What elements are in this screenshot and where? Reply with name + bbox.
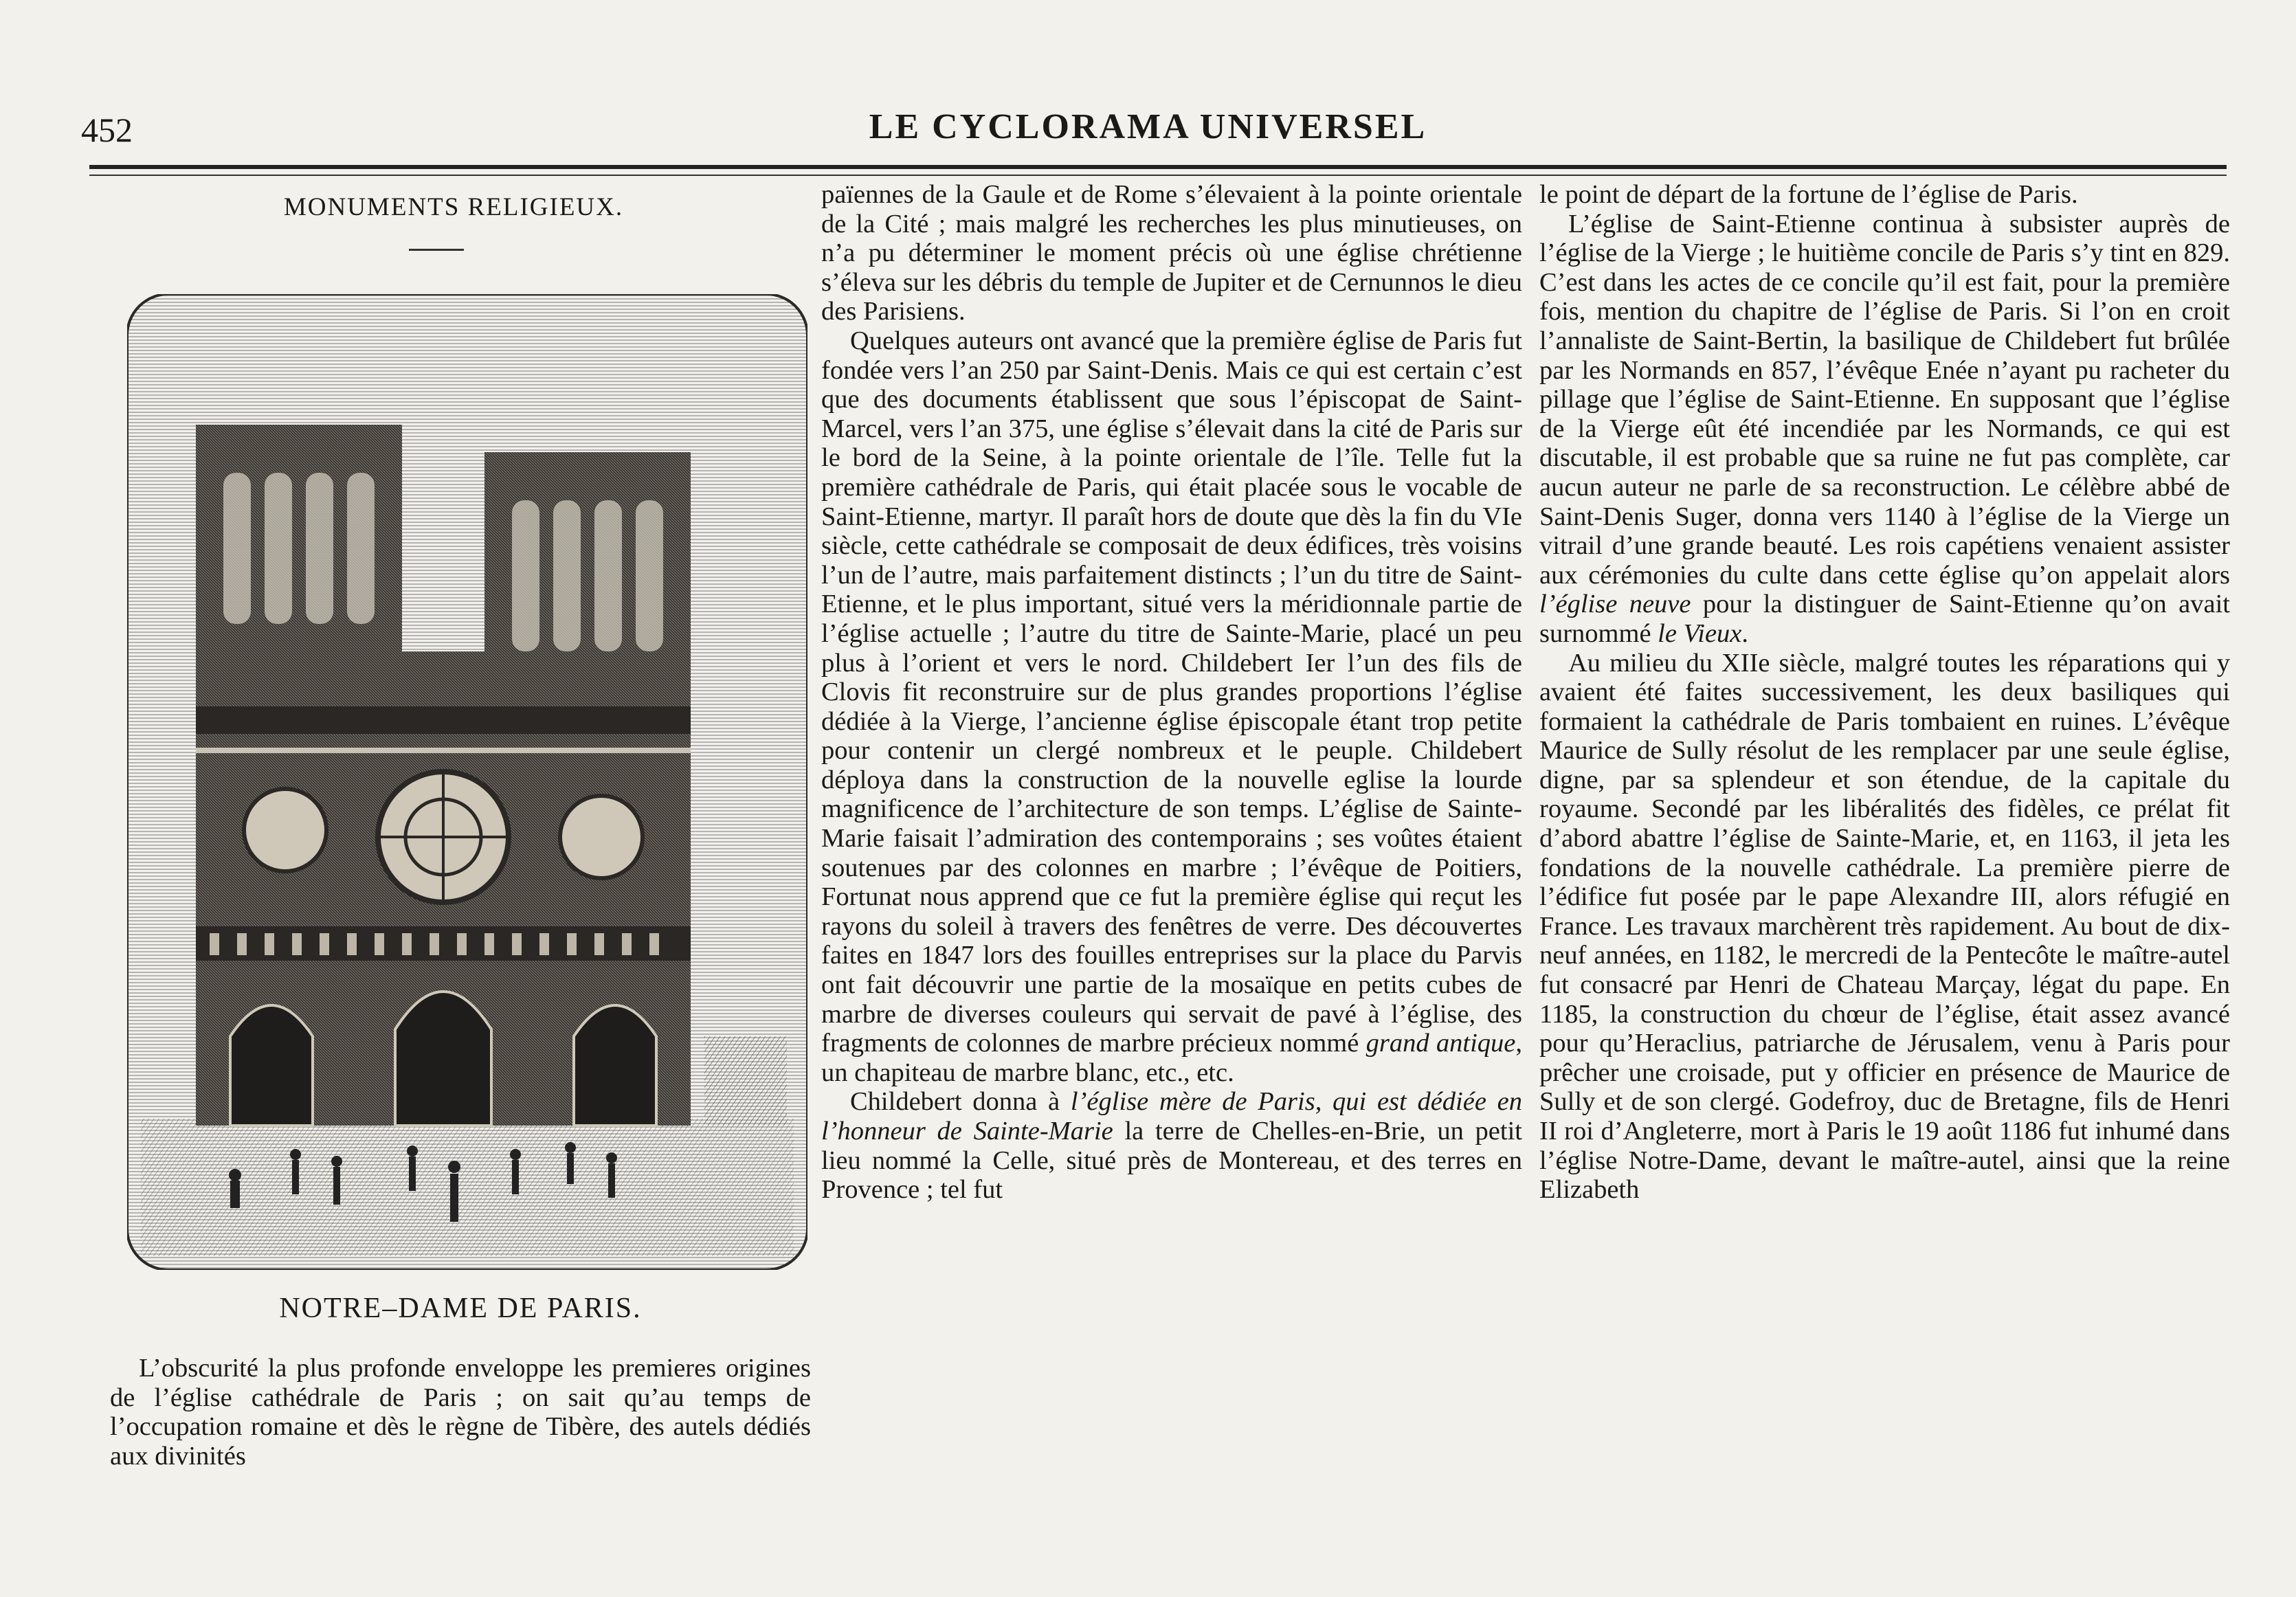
section-divider bbox=[409, 249, 464, 251]
illustration-caption: NOTRE–DAME DE PARIS. bbox=[279, 1293, 642, 1324]
paragraph: païennes de la Gaule et de Rome s’élevaient à la pointe orientale de la Cité ; mais malgré les recherches les plus minutieuses, on n’a pu déterminer le moment précis où une église chrétienne s’éleva sur les débris du temple de Jupiter et de Cernunnos le dieu des Parisiens. bbox=[821, 180, 1522, 326]
paragraph bbox=[821, 1087, 1522, 1204]
notre-dame-engraving bbox=[127, 294, 807, 1270]
paragraph-text: pour la distinguer de Saint-Etienne qu’on avait surnommé bbox=[1539, 590, 2230, 648]
header-rule-thick bbox=[89, 165, 2227, 169]
paragraph bbox=[1539, 210, 2230, 649]
paragraph: Au milieu du XIIe siècle, malgré toutes les réparations qui y avaient été faites successivement, les deux basiliques qui formaient la cathédrale de Paris tombaient en ruines. L’évêque Maurice de Sully résolut de les remplacer par une seule église, digne, par sa splendeur et son étendue, de la capitale du royaume. Secondé par les libéralités des fidèles, ce prélat fit d’abord abattre l’église de Sainte-Marie, et, en 1163, il jeta les fondations de la nouvelle cathédrale. La première pierre de l’édifice fut posée par le pape Alexandre III, alors réfugié en France. Les travaux marchèrent très rapidement. Au bout de dix-neuf années, en 1182, le mercredi de la Pentecôte le maître-autel fut consacré par Henri de Chateau Marçay, légat du pape. En 1185, la construction du chœur de l’église, était assez avancé pour qu’Heraclius, patriarche de Jérusalem, venu à Paris pour prêcher une croisade, put y officier en présence de Maurice de Sully et de son clergé. Godefroy, duc de Bretagne, fils de Henri II roi d’Angleterre, mort à Paris le 19 août 1186 fut inhumé dans l’église Notre-Dame, devant le maître-autel, ainsi que la reine Elizabeth bbox=[1539, 648, 2230, 1205]
italic-text: l’église neuve bbox=[1539, 590, 1691, 619]
section-heading: MONUMENTS RELIGIEUX. bbox=[283, 193, 624, 221]
paragraph-text: L’église de Saint-Etienne continua à subsister auprès de l’église de la Vierge ; le huitième concile de Paris s’y tint en 829. C’est dans les actes de ce concile qu’il est fait, pour la première fois, mention du chapitre de l’église de Paris. Si l’on en croit l’annaliste de Saint-Bertin, la basilique de Childebert fut brûlée par les Normands en 857, l’évêque Enée n’ayant pu racheter du pillage que l’église de Saint-Etienne. En supposant que l’église de la Vierge eût été incendiée par les Normands, ce qui est discutable, il est probable que sa ruine ne fut pas complète, car aucun auteur ne parle de sa reconstruction. Le célèbre abbé de Saint-Denis Suger, donna vers 1140 à l’église de la Vierge un vitrail d’une grande beauté. Les rois capétiens venaient assister aux cérémonies du culte dans cette église qu’on appelait alors bbox=[1539, 209, 2230, 590]
paragraph: le point de départ de la fortune de l’église de Paris. bbox=[1539, 180, 2078, 209]
paragraph-text: . bbox=[1741, 618, 1748, 648]
paragraph-text: la terre de Chelles-en-Brie, un petit lieu nommé la Celle, situé près de Montereau, et des terres en Provence ; tel fut bbox=[821, 1117, 1522, 1205]
right-column-text bbox=[1539, 180, 2230, 1205]
paragraph: L’obscurité la plus profonde enveloppe les premieres origines de l’église cathédrale de Paris ; on sait qu’au temps de l’occupation romaine et dès le règne de Tibère, des autels dédiés aux divinités bbox=[110, 1354, 811, 1471]
italic-text: le Vieux bbox=[1658, 618, 1742, 648]
paragraph-text: Childebert donna à bbox=[850, 1087, 1071, 1117]
header-rule-thin bbox=[89, 175, 2227, 176]
left-column-text bbox=[110, 1354, 811, 1471]
middle-column-text bbox=[821, 180, 1522, 1205]
paragraph-text: , un chapiteau de marbre blanc, etc., etc. bbox=[821, 1029, 1522, 1087]
paragraph-text: Quelques auteurs ont avancé que la première église de Paris fut fondée vers l’an 250 par Saint-Denis. Mais ce qui est certain c’est que des documents établissent que sous l’épiscopat de Saint-Marcel, vers l’an 375, une église s’élevait dans la cité de Paris sur le bord de la Seine, à la pointe orientale de l’île. Telle fut la première cathédrale de Paris, qui était placée sous le vocable de Saint-Etienne, martyr. Il paraît hors de doute que dès la fin du VIe siècle, cette cathédrale se composait de deux édifices, très voisins l’un de l’autre, mais parfaitement distincts ; l’un du titre de Saint-Etienne, et le plus important, situé vers la méridionnale partie de l’église actuelle ; l’autre du titre de Sainte-Marie, placé un peu plus à l’orient et vers le nord. Childebert Ier l’un des fils de Clovis fit reconstruire sur de plus grandes proportions l’église dédiée à la Vierge, l’ancienne église épiscopale étant trop petite pour contenir un clergé nombreux et le peuple. Childebert déploya dans la construction de la nouvelle eglise la lourde magnificence de l’architecture de son temps. L’église de Sainte-Marie faisait l’admiration des contemporains ; ses voûtes étaient soutenues par des colonnes en marbre ; l’évêque de Poitiers, Fortunat nous apprend que ce fut la première église qui reçut les rayons du soleil à travers des fenêtres de verre. Des découvertes faites en 1847 lors des fouilles entreprises sur la place du Parvis ont fait découvrir une partie de la mosaïque en petits cubes de marbre de diverses couleurs qui servait de pavé à l’église, des fragments de colonnes de marbre précieux nommé bbox=[821, 326, 1522, 1058]
italic-text: l’église mère de Paris, qui est dédiée en l’honneur de Sainte-Marie bbox=[821, 1087, 1522, 1146]
page-number: 452 bbox=[81, 111, 133, 149]
italic-text: grand antique bbox=[1366, 1029, 1516, 1058]
page-title: LE CYCLORAMA UNIVERSEL bbox=[869, 107, 1427, 146]
paragraph bbox=[821, 326, 1522, 1087]
